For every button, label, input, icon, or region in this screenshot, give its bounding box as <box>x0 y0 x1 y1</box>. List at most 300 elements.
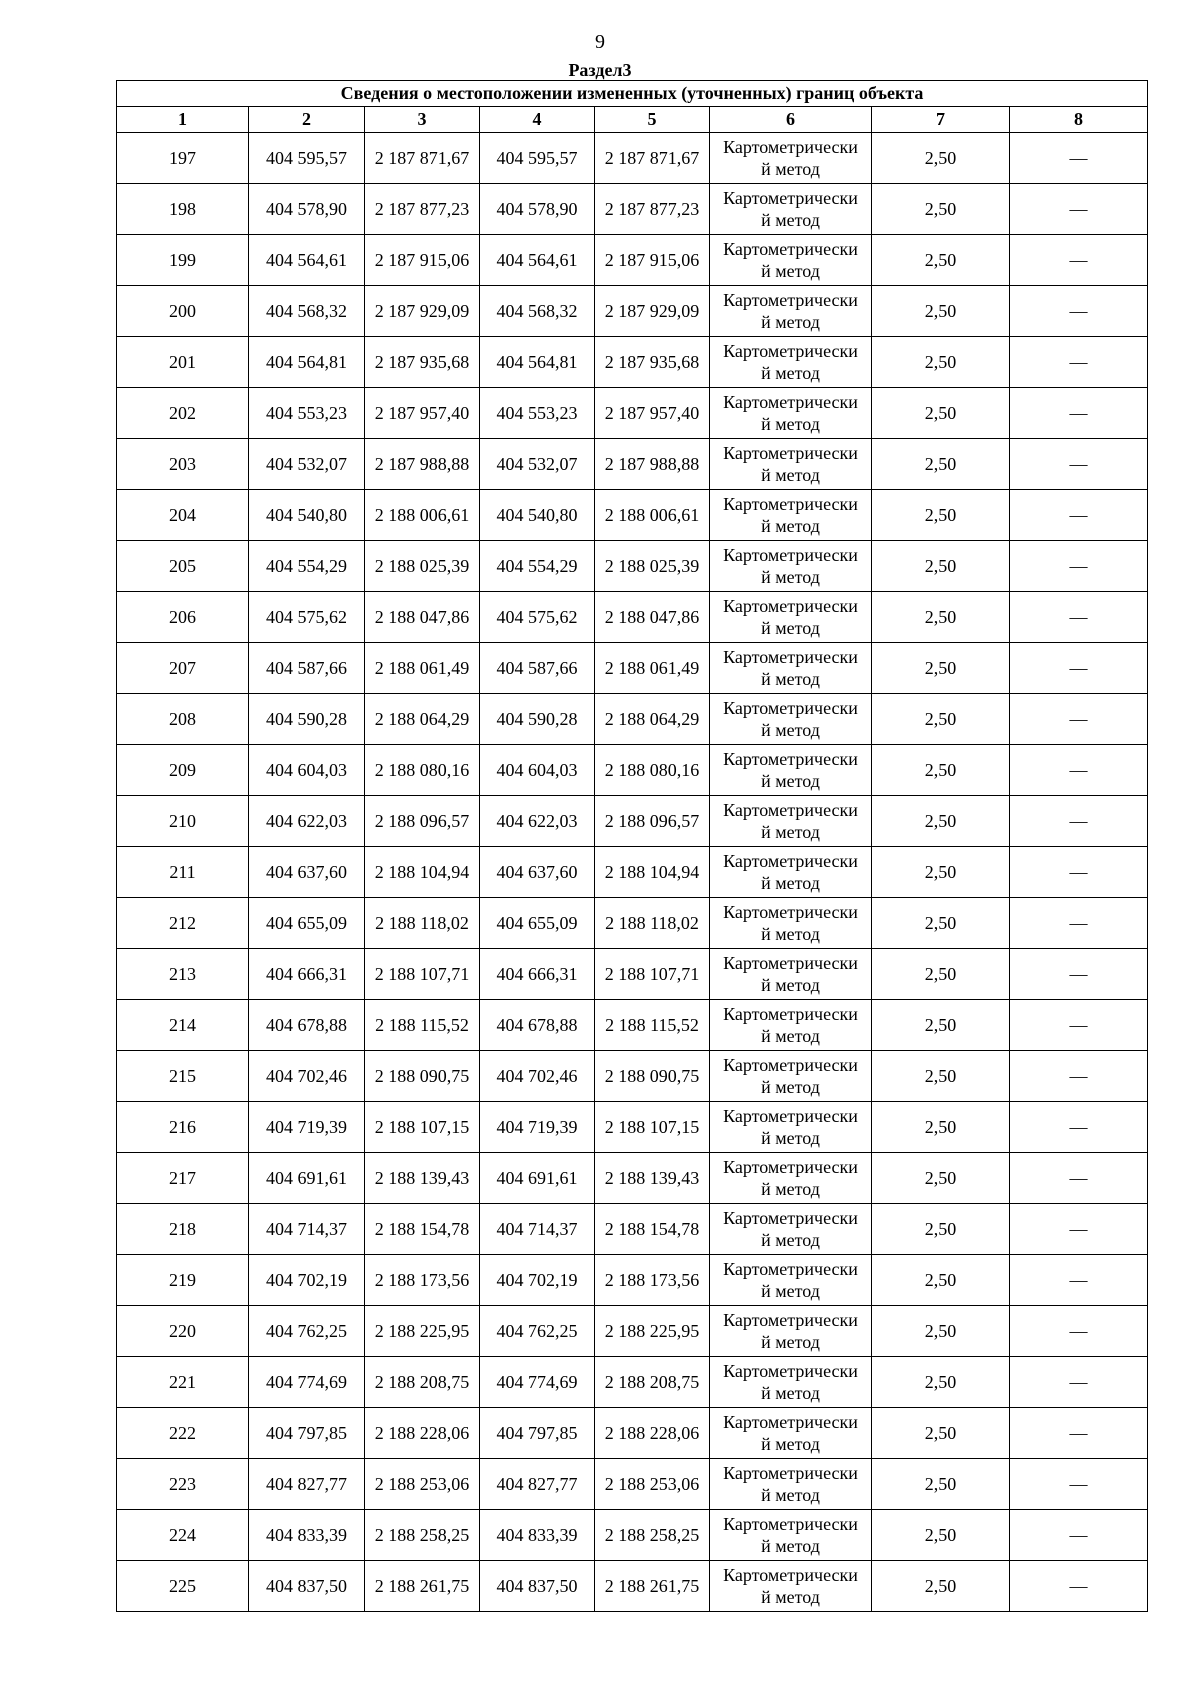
table-row <box>117 694 1148 745</box>
table-row <box>117 439 1148 490</box>
existing-x-cell: 404 719,39 <box>249 1102 365 1153</box>
accuracy-cell: 2,50 <box>872 643 1010 694</box>
existing-y-cell: 2 188 107,71 <box>365 949 480 1000</box>
method-text-line2: й метод <box>761 1128 820 1148</box>
existing-x-cell: 404 691,61 <box>249 1153 365 1204</box>
existing-y-cell: 2 188 208,75 <box>365 1357 480 1408</box>
method-text-line2: й метод <box>761 618 820 638</box>
table-row <box>117 1000 1148 1051</box>
column-number-4: 4 <box>480 107 595 133</box>
existing-x-cell: 404 774,69 <box>249 1357 365 1408</box>
method-text-line1: Картометрически <box>723 1259 858 1279</box>
method-cell <box>710 1102 872 1153</box>
refined-y-cell: 2 187 877,23 <box>595 184 710 235</box>
column-number-5: 5 <box>595 107 710 133</box>
existing-x-cell: 404 827,77 <box>249 1459 365 1510</box>
table-row <box>117 541 1148 592</box>
existing-y-cell: 2 187 929,09 <box>365 286 480 337</box>
column-number-3: 3 <box>365 107 480 133</box>
accuracy-cell: 2,50 <box>872 1051 1010 1102</box>
method-text-line2: й метод <box>761 1026 820 1046</box>
method-cell <box>710 337 872 388</box>
method-text-line2: й метод <box>761 516 820 536</box>
accuracy-cell: 2,50 <box>872 1153 1010 1204</box>
description-cell: — <box>1010 133 1148 184</box>
description-cell: — <box>1010 1051 1148 1102</box>
existing-x-cell: 404 604,03 <box>249 745 365 796</box>
method-cell <box>710 796 872 847</box>
method-text-line1: Картометрически <box>723 1310 858 1330</box>
accuracy-cell: 2,50 <box>872 1204 1010 1255</box>
existing-y-cell: 2 188 006,61 <box>365 490 480 541</box>
method-cell <box>710 1357 872 1408</box>
method-text-line2: й метод <box>761 567 820 587</box>
refined-y-cell: 2 188 090,75 <box>595 1051 710 1102</box>
refined-x-cell: 404 637,60 <box>480 847 595 898</box>
point-number-cell: 208 <box>117 694 249 745</box>
existing-y-cell: 2 188 107,15 <box>365 1102 480 1153</box>
refined-x-cell: 404 587,66 <box>480 643 595 694</box>
existing-y-cell: 2 188 118,02 <box>365 898 480 949</box>
column-number-2: 2 <box>249 107 365 133</box>
refined-y-cell: 2 188 208,75 <box>595 1357 710 1408</box>
accuracy-cell: 2,50 <box>872 592 1010 643</box>
method-cell <box>710 643 872 694</box>
method-text-line2: й метод <box>761 873 820 893</box>
refined-x-cell: 404 837,50 <box>480 1561 595 1612</box>
table-row <box>117 1051 1148 1102</box>
table-row <box>117 1510 1148 1561</box>
method-text-line1: Картометрически <box>723 1412 858 1432</box>
point-number-cell: 204 <box>117 490 249 541</box>
description-cell: — <box>1010 796 1148 847</box>
method-text-line2: й метод <box>761 822 820 842</box>
point-number-cell: 205 <box>117 541 249 592</box>
existing-x-cell: 404 532,07 <box>249 439 365 490</box>
description-cell: — <box>1010 949 1148 1000</box>
method-cell <box>710 184 872 235</box>
description-cell: — <box>1010 898 1148 949</box>
method-text-line2: й метод <box>761 210 820 230</box>
method-text-line1: Картометрически <box>723 902 858 922</box>
refined-x-cell: 404 564,81 <box>480 337 595 388</box>
table-row <box>117 592 1148 643</box>
table-row <box>117 133 1148 184</box>
existing-x-cell: 404 587,66 <box>249 643 365 694</box>
refined-y-cell: 2 188 006,61 <box>595 490 710 541</box>
point-number-cell: 207 <box>117 643 249 694</box>
description-cell: — <box>1010 337 1148 388</box>
method-cell <box>710 1153 872 1204</box>
table-row <box>117 490 1148 541</box>
method-cell <box>710 388 872 439</box>
method-cell <box>710 847 872 898</box>
method-text-line1: Картометрически <box>723 800 858 820</box>
existing-y-cell: 2 188 047,86 <box>365 592 480 643</box>
table-row <box>117 745 1148 796</box>
refined-x-cell: 404 590,28 <box>480 694 595 745</box>
description-cell: — <box>1010 694 1148 745</box>
description-cell: — <box>1010 745 1148 796</box>
existing-x-cell: 404 837,50 <box>249 1561 365 1612</box>
refined-y-cell: 2 188 225,95 <box>595 1306 710 1357</box>
point-number-cell: 218 <box>117 1204 249 1255</box>
refined-x-cell: 404 540,80 <box>480 490 595 541</box>
existing-y-cell: 2 188 139,43 <box>365 1153 480 1204</box>
method-cell <box>710 235 872 286</box>
accuracy-cell: 2,50 <box>872 439 1010 490</box>
method-text-line1: Картометрически <box>723 341 858 361</box>
description-cell: — <box>1010 643 1148 694</box>
method-text-line2: й метод <box>761 465 820 485</box>
method-text-line2: й метод <box>761 720 820 740</box>
description-cell: — <box>1010 490 1148 541</box>
table-row <box>117 388 1148 439</box>
existing-y-cell: 2 187 915,06 <box>365 235 480 286</box>
method-text-line1: Картометрически <box>723 1055 858 1075</box>
table-row <box>117 847 1148 898</box>
refined-y-cell: 2 188 047,86 <box>595 592 710 643</box>
method-text-line1: Картометрически <box>723 494 858 514</box>
description-cell: — <box>1010 1357 1148 1408</box>
existing-y-cell: 2 188 173,56 <box>365 1255 480 1306</box>
accuracy-cell: 2,50 <box>872 388 1010 439</box>
point-number-cell: 206 <box>117 592 249 643</box>
method-cell <box>710 1051 872 1102</box>
method-cell <box>710 898 872 949</box>
point-number-cell: 214 <box>117 1000 249 1051</box>
method-text-line1: Картометрически <box>723 1565 858 1585</box>
refined-x-cell: 404 553,23 <box>480 388 595 439</box>
method-text-line1: Картометрически <box>723 290 858 310</box>
description-cell: — <box>1010 1459 1148 1510</box>
description-cell: — <box>1010 1306 1148 1357</box>
table-row <box>117 949 1148 1000</box>
existing-y-cell: 2 188 064,29 <box>365 694 480 745</box>
refined-y-cell: 2 187 988,88 <box>595 439 710 490</box>
accuracy-cell: 2,50 <box>872 337 1010 388</box>
accuracy-cell: 2,50 <box>872 847 1010 898</box>
refined-y-cell: 2 188 258,25 <box>595 1510 710 1561</box>
point-number-cell: 224 <box>117 1510 249 1561</box>
method-cell <box>710 490 872 541</box>
accuracy-cell: 2,50 <box>872 541 1010 592</box>
refined-x-cell: 404 719,39 <box>480 1102 595 1153</box>
table-row <box>117 286 1148 337</box>
existing-y-cell: 2 187 871,67 <box>365 133 480 184</box>
refined-x-cell: 404 714,37 <box>480 1204 595 1255</box>
accuracy-cell: 2,50 <box>872 1408 1010 1459</box>
accuracy-cell: 2,50 <box>872 898 1010 949</box>
existing-x-cell: 404 655,09 <box>249 898 365 949</box>
method-text-line2: й метод <box>761 1077 820 1097</box>
table-row <box>117 1561 1148 1612</box>
table-row <box>117 337 1148 388</box>
refined-y-cell: 2 188 025,39 <box>595 541 710 592</box>
accuracy-cell: 2,50 <box>872 1255 1010 1306</box>
refined-x-cell: 404 578,90 <box>480 184 595 235</box>
method-cell <box>710 1561 872 1612</box>
refined-x-cell: 404 532,07 <box>480 439 595 490</box>
method-text-line2: й метод <box>761 1179 820 1199</box>
table-caption: Сведения о местоположении измененных (уточненных) границ объекта <box>117 81 1148 107</box>
refined-y-cell: 2 188 115,52 <box>595 1000 710 1051</box>
refined-y-cell: 2 188 261,75 <box>595 1561 710 1612</box>
method-text-line1: Картометрически <box>723 137 858 157</box>
method-text-line1: Картометрически <box>723 188 858 208</box>
point-number-cell: 216 <box>117 1102 249 1153</box>
method-text-line1: Картометрически <box>723 1004 858 1024</box>
table-row <box>117 1204 1148 1255</box>
existing-x-cell: 404 637,60 <box>249 847 365 898</box>
point-number-cell: 215 <box>117 1051 249 1102</box>
accuracy-cell: 2,50 <box>872 694 1010 745</box>
description-cell: — <box>1010 1000 1148 1051</box>
accuracy-cell: 2,50 <box>872 796 1010 847</box>
accuracy-cell: 2,50 <box>872 1357 1010 1408</box>
accuracy-cell: 2,50 <box>872 1306 1010 1357</box>
method-text-line1: Картометрически <box>723 1106 858 1126</box>
existing-x-cell: 404 568,32 <box>249 286 365 337</box>
method-text-line2: й метод <box>761 414 820 434</box>
accuracy-cell: 2,50 <box>872 184 1010 235</box>
method-text-line1: Картометрически <box>723 953 858 973</box>
accuracy-cell: 2,50 <box>872 1459 1010 1510</box>
description-cell: — <box>1010 1153 1148 1204</box>
description-cell: — <box>1010 388 1148 439</box>
point-number-cell: 200 <box>117 286 249 337</box>
method-cell <box>710 286 872 337</box>
existing-y-cell: 2 188 228,06 <box>365 1408 480 1459</box>
method-text-line2: й метод <box>761 1281 820 1301</box>
method-text-line1: Картометрически <box>723 1361 858 1381</box>
table-row <box>117 796 1148 847</box>
accuracy-cell: 2,50 <box>872 1102 1010 1153</box>
existing-y-cell: 2 188 115,52 <box>365 1000 480 1051</box>
method-text-line2: й метод <box>761 1332 820 1352</box>
existing-y-cell: 2 188 096,57 <box>365 796 480 847</box>
method-text-line2: й метод <box>761 1536 820 1556</box>
method-text-line2: й метод <box>761 363 820 383</box>
method-cell <box>710 1000 872 1051</box>
column-number-row <box>117 107 1148 133</box>
method-text-line1: Картометрически <box>723 239 858 259</box>
accuracy-cell: 2,50 <box>872 745 1010 796</box>
method-text-line1: Картометрически <box>723 851 858 871</box>
column-number-7: 7 <box>872 107 1010 133</box>
point-number-cell: 223 <box>117 1459 249 1510</box>
table-row <box>117 1306 1148 1357</box>
refined-x-cell: 404 797,85 <box>480 1408 595 1459</box>
refined-y-cell: 2 188 064,29 <box>595 694 710 745</box>
method-text-line2: й метод <box>761 1587 820 1607</box>
point-number-cell: 212 <box>117 898 249 949</box>
accuracy-cell: 2,50 <box>872 235 1010 286</box>
existing-x-cell: 404 622,03 <box>249 796 365 847</box>
description-cell: — <box>1010 184 1148 235</box>
existing-x-cell: 404 833,39 <box>249 1510 365 1561</box>
refined-y-cell: 2 188 154,78 <box>595 1204 710 1255</box>
existing-x-cell: 404 554,29 <box>249 541 365 592</box>
refined-y-cell: 2 188 104,94 <box>595 847 710 898</box>
existing-x-cell: 404 702,19 <box>249 1255 365 1306</box>
existing-x-cell: 404 553,23 <box>249 388 365 439</box>
refined-y-cell: 2 187 957,40 <box>595 388 710 439</box>
method-text-line1: Картометрически <box>723 1514 858 1534</box>
refined-y-cell: 2 188 228,06 <box>595 1408 710 1459</box>
method-cell <box>710 745 872 796</box>
method-text-line2: й метод <box>761 1383 820 1403</box>
refined-x-cell: 404 622,03 <box>480 796 595 847</box>
description-cell: — <box>1010 541 1148 592</box>
method-text-line1: Картометрически <box>723 392 858 412</box>
existing-x-cell: 404 540,80 <box>249 490 365 541</box>
existing-x-cell: 404 564,81 <box>249 337 365 388</box>
method-cell <box>710 1459 872 1510</box>
method-text-line1: Картометрически <box>723 749 858 769</box>
point-number-cell: 210 <box>117 796 249 847</box>
existing-y-cell: 2 188 104,94 <box>365 847 480 898</box>
point-number-cell: 219 <box>117 1255 249 1306</box>
refined-x-cell: 404 655,09 <box>480 898 595 949</box>
existing-x-cell: 404 762,25 <box>249 1306 365 1357</box>
existing-y-cell: 2 187 988,88 <box>365 439 480 490</box>
accuracy-cell: 2,50 <box>872 1000 1010 1051</box>
description-cell: — <box>1010 847 1148 898</box>
table-body <box>117 133 1148 1612</box>
method-text-line1: Картометрически <box>723 545 858 565</box>
table-row <box>117 1408 1148 1459</box>
section-title: Раздел3 <box>568 60 632 80</box>
refined-y-cell: 2 188 118,02 <box>595 898 710 949</box>
table-row <box>117 184 1148 235</box>
method-text-line1: Картометрически <box>723 596 858 616</box>
point-number-cell: 213 <box>117 949 249 1000</box>
table-row <box>117 1153 1148 1204</box>
existing-x-cell: 404 714,37 <box>249 1204 365 1255</box>
method-cell <box>710 949 872 1000</box>
existing-y-cell: 2 187 935,68 <box>365 337 480 388</box>
refined-y-cell: 2 188 107,71 <box>595 949 710 1000</box>
method-cell <box>710 1408 872 1459</box>
method-text-line2: й метод <box>761 159 820 179</box>
point-number-cell: 217 <box>117 1153 249 1204</box>
existing-y-cell: 2 187 957,40 <box>365 388 480 439</box>
accuracy-cell: 2,50 <box>872 286 1010 337</box>
method-cell <box>710 1204 872 1255</box>
table-row <box>117 1102 1148 1153</box>
refined-x-cell: 404 774,69 <box>480 1357 595 1408</box>
description-cell: — <box>1010 1561 1148 1612</box>
description-cell: — <box>1010 235 1148 286</box>
description-cell: — <box>1010 286 1148 337</box>
refined-x-cell: 404 678,88 <box>480 1000 595 1051</box>
method-text-line1: Картометрически <box>723 1208 858 1228</box>
refined-x-cell: 404 666,31 <box>480 949 595 1000</box>
method-cell <box>710 694 872 745</box>
existing-y-cell: 2 188 253,06 <box>365 1459 480 1510</box>
refined-y-cell: 2 188 096,57 <box>595 796 710 847</box>
existing-x-cell: 404 666,31 <box>249 949 365 1000</box>
method-text-line2: й метод <box>761 1485 820 1505</box>
point-number-cell: 203 <box>117 439 249 490</box>
existing-x-cell: 404 797,85 <box>249 1408 365 1459</box>
existing-y-cell: 2 188 090,75 <box>365 1051 480 1102</box>
existing-y-cell: 2 188 025,39 <box>365 541 480 592</box>
refined-y-cell: 2 188 080,16 <box>595 745 710 796</box>
existing-x-cell: 404 578,90 <box>249 184 365 235</box>
refined-x-cell: 404 691,61 <box>480 1153 595 1204</box>
method-cell <box>710 1255 872 1306</box>
table-row <box>117 643 1148 694</box>
method-text-line2: й метод <box>761 1434 820 1454</box>
method-cell <box>710 133 872 184</box>
existing-x-cell: 404 575,62 <box>249 592 365 643</box>
description-cell: — <box>1010 439 1148 490</box>
description-cell: — <box>1010 1408 1148 1459</box>
method-text-line1: Картометрически <box>723 1157 858 1177</box>
refined-x-cell: 404 702,19 <box>480 1255 595 1306</box>
refined-x-cell: 404 702,46 <box>480 1051 595 1102</box>
point-number-cell: 222 <box>117 1408 249 1459</box>
refined-x-cell: 404 833,39 <box>480 1510 595 1561</box>
refined-x-cell: 404 762,25 <box>480 1306 595 1357</box>
table-row <box>117 1459 1148 1510</box>
accuracy-cell: 2,50 <box>872 1510 1010 1561</box>
refined-y-cell: 2 188 173,56 <box>595 1255 710 1306</box>
refined-y-cell: 2 187 871,67 <box>595 133 710 184</box>
existing-y-cell: 2 187 877,23 <box>365 184 480 235</box>
method-text-line2: й метод <box>761 924 820 944</box>
accuracy-cell: 2,50 <box>872 490 1010 541</box>
method-text-line1: Картометрически <box>723 1463 858 1483</box>
point-number-cell: 198 <box>117 184 249 235</box>
existing-y-cell: 2 188 225,95 <box>365 1306 480 1357</box>
refined-x-cell: 404 827,77 <box>480 1459 595 1510</box>
refined-x-cell: 404 575,62 <box>480 592 595 643</box>
table-row <box>117 1357 1148 1408</box>
method-text-line2: й метод <box>761 975 820 995</box>
method-text-line2: й метод <box>761 261 820 281</box>
refined-x-cell: 404 604,03 <box>480 745 595 796</box>
refined-y-cell: 2 188 061,49 <box>595 643 710 694</box>
existing-y-cell: 2 188 061,49 <box>365 643 480 694</box>
description-cell: — <box>1010 1102 1148 1153</box>
point-number-cell: 220 <box>117 1306 249 1357</box>
existing-x-cell: 404 702,46 <box>249 1051 365 1102</box>
existing-y-cell: 2 188 080,16 <box>365 745 480 796</box>
accuracy-cell: 2,50 <box>872 949 1010 1000</box>
page-number: 9 <box>595 31 605 53</box>
method-cell <box>710 439 872 490</box>
existing-y-cell: 2 188 258,25 <box>365 1510 480 1561</box>
method-cell <box>710 1306 872 1357</box>
refined-y-cell: 2 187 935,68 <box>595 337 710 388</box>
existing-y-cell: 2 188 154,78 <box>365 1204 480 1255</box>
refined-y-cell: 2 188 139,43 <box>595 1153 710 1204</box>
refined-y-cell: 2 187 915,06 <box>595 235 710 286</box>
existing-x-cell: 404 595,57 <box>249 133 365 184</box>
point-number-cell: 221 <box>117 1357 249 1408</box>
method-text-line1: Картометрически <box>723 443 858 463</box>
description-cell: — <box>1010 1510 1148 1561</box>
table-row <box>117 235 1148 286</box>
column-number-6: 6 <box>710 107 872 133</box>
boundary-coordinates-table <box>116 80 1148 1612</box>
refined-y-cell: 2 188 107,15 <box>595 1102 710 1153</box>
refined-y-cell: 2 188 253,06 <box>595 1459 710 1510</box>
column-number-8: 8 <box>1010 107 1148 133</box>
